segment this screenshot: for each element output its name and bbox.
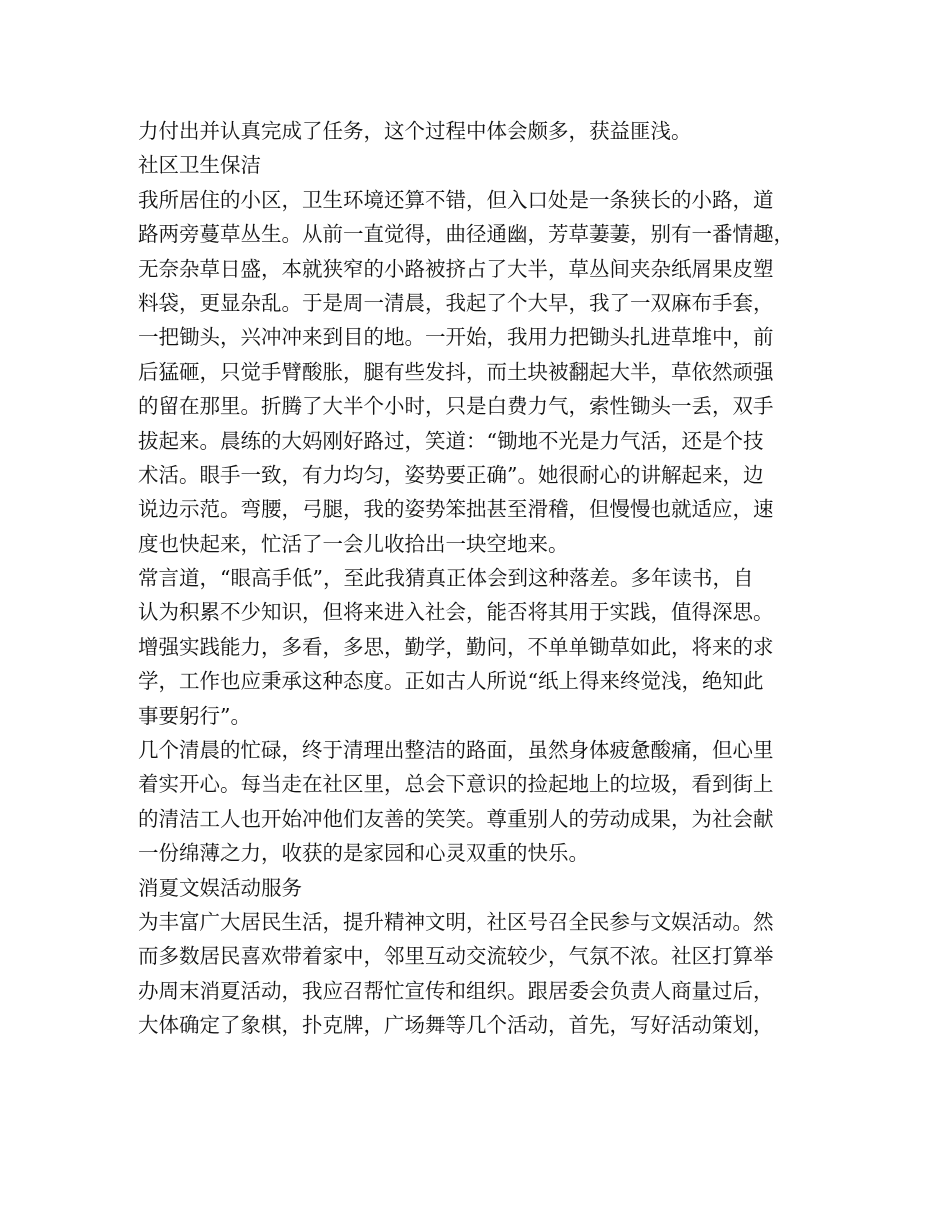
- text-line: 说边示范。弯腰，弓腿，我的姿势笨拙甚至滑稽，但慢慢也就适应，速: [138, 497, 774, 522]
- text-line: 认为积累不少知识，但将来进入社会，能否将其用于实践，值得深思。: [138, 600, 774, 625]
- text-line: 几个清晨的忙碌，终于清理出整洁的路面，虽然身体疲惫酸痛，但心里: [138, 738, 774, 763]
- text-line: 我所居住的小区，卫生环境还算不错，但入口处是一条狭长的小路，道: [138, 187, 774, 212]
- text-line: 一把锄头，兴冲冲来到目的地。一开始，我用力把锄头扎进草堆中，前: [138, 325, 774, 350]
- document-page: [138, 114, 828, 1043]
- text-line: 增强实践能力，多看，多思，勤学，勤问，不单单锄草如此，将来的求: [138, 634, 774, 659]
- section-heading-summer-activities: 消夏文娱活动服务: [138, 875, 302, 900]
- text-line: 而多数居民喜欢带着家中，邻里互动交流较少，气氛不浓。社区打算举: [138, 944, 774, 969]
- text-line: 的留在那里。折腾了大半个小时，只是白费力气，索性锄头一丢，双手: [138, 394, 774, 419]
- text-line: 拔起来。晨练的大妈刚好路过，笑道：“锄地不光是力气活，还是个技: [138, 428, 764, 453]
- text-line: 常言道，“眼高手低”，至此我猜真正体会到这种落差。多年读书，自: [138, 566, 754, 591]
- section-heading-sanitation: 社区卫生保洁: [138, 153, 261, 178]
- text-line: 后猛砸，只觉手臂酸胀，腿有些发抖，而土块被翻起大半，草依然顽强: [138, 359, 774, 384]
- text-line: 的清洁工人也开始冲他们友善的笑笑。尊重别人的劳动成果，为社会献: [138, 806, 774, 831]
- text-line: 事要躬行”。: [138, 703, 251, 728]
- text-line: 料袋，更显杂乱。于是周一清晨，我起了个大早，我了一双麻布手套，: [138, 290, 774, 315]
- text-line: 着实开心。每当走在社区里，总会下意识的捡起地上的垃圾，看到街上: [138, 772, 774, 797]
- text-line: 学，工作也应秉承这种态度。正如古人所说“纸上得来终觉浅，绝知此: [138, 669, 764, 694]
- text-line: 力付出并认真完成了任务，这个过程中体会颇多，获益匪浅。: [138, 119, 692, 143]
- text-line: 为丰富广大居民生活，提升精神文明，社区号召全民参与文娱活动。然: [138, 909, 774, 934]
- text-line: 大体确定了象棋，扑克牌，广场舞等几个活动，首先，写好活动策划，: [138, 1013, 774, 1038]
- text-line: 术活。眼手一致，有力均匀，姿势要正确”。她很耐心的讲解起来，边: [138, 462, 764, 487]
- text-line: 路两旁蔓草丛生。从前一直觉得，曲径通幽，芳草萋萋，别有一番情趣，: [138, 222, 794, 247]
- text-line: 办周末消夏活动，我应召帮忙宣传和组织。跟居委会负责人商量过后，: [138, 978, 774, 1003]
- text-line: 度也快起来，忙活了一会儿收拾出一块空地来。: [138, 531, 569, 556]
- text-line: 一份绵薄之力，收获的是家园和心灵双重的快乐。: [138, 841, 589, 866]
- text-line: 无奈杂草日盛，本就狭窄的小路被挤占了大半，草丛间夹杂纸屑果皮塑: [138, 256, 774, 281]
